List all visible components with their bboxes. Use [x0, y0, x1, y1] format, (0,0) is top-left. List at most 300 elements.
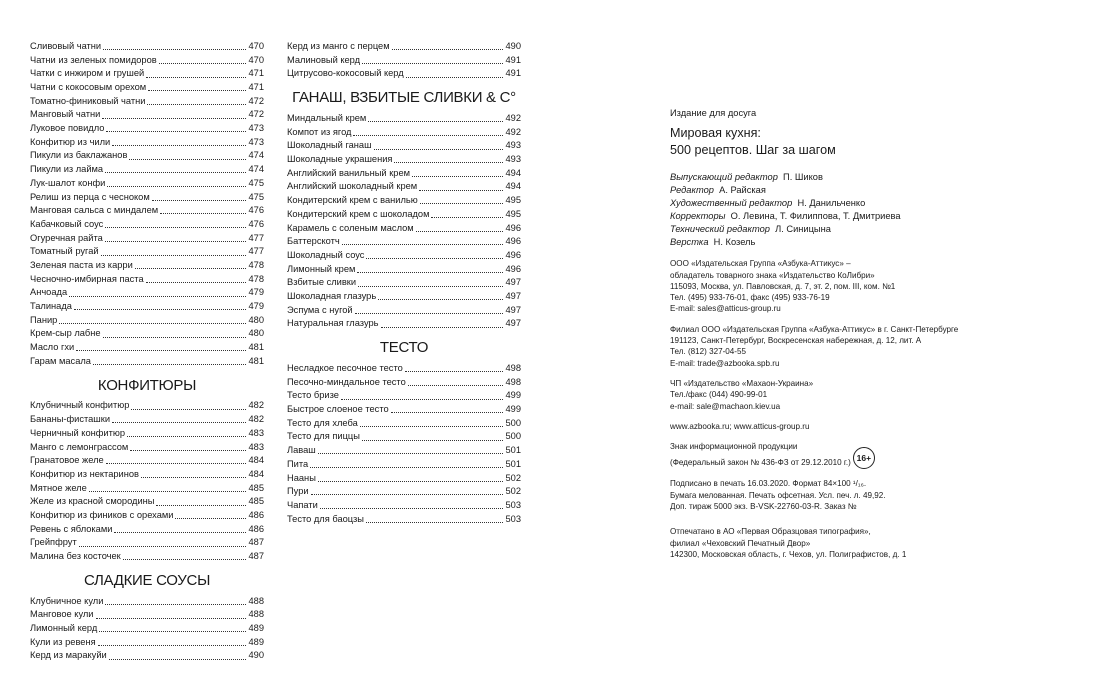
toc-entry: [30, 482, 264, 496]
toc-entry-title: Гранатовое желе: [30, 455, 104, 466]
toc-entry: [287, 126, 521, 140]
toc-entry-page: 501: [505, 445, 521, 456]
dot-leader: [105, 604, 246, 605]
dot-leader: [130, 450, 246, 451]
toc-entry: [30, 150, 264, 164]
toc-entry-page: 486: [248, 523, 264, 534]
toc-entry-page: 496: [505, 222, 521, 233]
dot-leader: [76, 350, 246, 351]
credit-name: О. Левина, Т. Филиппова, Т. Дмитриева: [730, 211, 901, 222]
dot-leader: [152, 200, 247, 201]
toc-entry-title: Луковое повидло: [30, 123, 105, 134]
imprint-line: E-mail: trade@azbooka.spb.ru: [670, 358, 780, 368]
toc-list: [287, 40, 521, 81]
toc-entry-page: 480: [248, 314, 264, 325]
toc-entry-page: 495: [505, 208, 521, 219]
toc-entry-title: Чатни из зеленых помидоров: [30, 54, 157, 65]
toc-entry-title: Керд из маракуйи: [30, 650, 107, 661]
toc-entry: [30, 523, 264, 537]
toc-entry-title: Несладкое песочное тесто: [287, 363, 403, 374]
toc-entry: [287, 485, 521, 499]
toc-entry: [30, 622, 264, 636]
toc-entry-title: Конфитюр из фиников с орехами: [30, 509, 174, 520]
dot-leader: [135, 268, 247, 269]
toc-column-left: [30, 40, 264, 663]
toc-entry-page: 501: [505, 458, 521, 469]
toc-entry: [30, 232, 264, 246]
dot-leader: [342, 244, 504, 245]
law-reference: (Федеральный закон № 436-ФЗ от 29.12.2010 г.): [670, 458, 851, 468]
dot-leader: [69, 296, 246, 297]
credit-role: Выпускающий редактор: [670, 172, 778, 183]
toc-entry: [287, 112, 521, 126]
dot-leader: [112, 145, 246, 146]
toc-entry: [287, 67, 521, 81]
dot-leader: [310, 467, 503, 468]
toc-entry-title: Тесто для пиццы: [287, 431, 360, 442]
dot-leader: [366, 522, 504, 523]
toc-entry: [30, 136, 264, 150]
toc-entry: [30, 314, 264, 328]
toc-entry: [287, 181, 521, 195]
section-heading-sladkie-sousy: СЛАДКИЕ СОУСЫ: [83, 571, 211, 589]
dot-leader: [366, 258, 503, 259]
toc-entry-page: 494: [505, 181, 521, 192]
toc-entry: [30, 204, 264, 218]
toc-entry: [30, 54, 264, 68]
toc-list: [287, 112, 521, 331]
toc-list: [30, 595, 264, 663]
imprint-line: E-mail: sales@atticus-group.ru: [670, 304, 781, 314]
toc-entry-page: 472: [248, 109, 264, 120]
toc-entry-page: 499: [505, 404, 521, 415]
publisher-block-spb: [670, 324, 1080, 369]
section-heading-testo: ТЕСТО: [379, 339, 429, 357]
toc-entry-page: 490: [505, 40, 521, 51]
publisher-block-ukraine: [670, 378, 1080, 412]
toc-entry: [30, 427, 264, 441]
dot-leader: [391, 412, 504, 413]
toc-entry: [287, 362, 521, 376]
toc-entry-page: 481: [248, 355, 264, 366]
toc-entry: [287, 513, 521, 527]
toc-entry-title: Томатный ругай: [30, 246, 99, 257]
imprint-block: [670, 108, 1080, 560]
dot-leader: [311, 494, 504, 495]
toc-entry-title: Английский шоколадный крем: [287, 181, 418, 192]
dot-leader: [74, 309, 247, 310]
toc-entry-title: Шоколадная глазурь: [287, 290, 377, 301]
toc-entry-page: 497: [505, 277, 521, 288]
credit-role: Корректоры: [670, 211, 726, 222]
toc-entry-page: 473: [248, 136, 264, 147]
toc-entry-title: Мятное желе: [30, 482, 87, 493]
toc-entry-page: 489: [248, 623, 264, 634]
dot-leader: [127, 436, 246, 437]
toc-entry-title: Манговое кули: [30, 609, 94, 620]
credit-name: Л. Синицына: [775, 224, 831, 235]
dot-leader: [148, 90, 246, 91]
toc-entry-page: 488: [248, 595, 264, 606]
book-title-line-2: 500 рецептов. Шаг за шагом: [670, 143, 836, 158]
toc-column-middle: [287, 40, 521, 526]
toc-entry: [287, 139, 521, 153]
toc-entry-title: Крем-сыр лабне: [30, 328, 101, 339]
dot-leader: [147, 104, 246, 105]
dot-leader: [353, 135, 503, 136]
toc-entry: [30, 40, 264, 54]
print-details: [670, 478, 1080, 512]
toc-entry-page: 472: [248, 95, 264, 106]
dot-leader: [105, 241, 247, 242]
dot-leader: [405, 371, 504, 372]
toc-entry: [287, 444, 521, 458]
toc-list: [30, 400, 264, 564]
toc-entry-title: Малина без косточек: [30, 551, 121, 562]
toc-entry: [30, 81, 264, 95]
credit-line: [670, 223, 1080, 236]
toc-entry: [287, 431, 521, 445]
toc-entry: [287, 194, 521, 208]
credit-line: [670, 171, 1080, 184]
dot-leader: [408, 385, 504, 386]
dot-leader: [381, 327, 504, 328]
dot-leader: [123, 559, 247, 560]
toc-entry: [287, 40, 521, 54]
credit-name: А. Райская: [719, 185, 766, 196]
toc-list: [287, 362, 521, 526]
credit-line: [670, 236, 1080, 249]
toc-entry-page: 471: [248, 68, 264, 79]
credit-name: П. Шиков: [783, 172, 823, 183]
toc-entry-page: 492: [505, 113, 521, 124]
toc-entry: [287, 472, 521, 486]
toc-entry: [30, 259, 264, 273]
toc-entry-title: Клубничный конфитюр: [30, 400, 130, 411]
dot-leader: [96, 618, 247, 619]
toc-entry-title: Малиновый керд: [287, 54, 361, 65]
dot-leader: [156, 505, 246, 506]
toc-entry-title: Карамель с соленым маслом: [287, 222, 414, 233]
dot-leader: [392, 49, 504, 50]
dot-leader: [318, 481, 504, 482]
dot-leader: [129, 159, 246, 160]
dot-leader: [99, 631, 246, 632]
toc-entry-page: 481: [248, 342, 264, 353]
toc-entry-title: Талинада: [30, 301, 72, 312]
toc-entry-page: 495: [505, 195, 521, 206]
toc-entry-title: Английский ванильный крем: [287, 167, 411, 178]
dot-leader: [59, 323, 246, 324]
dot-leader: [355, 313, 504, 314]
toc-entry-page: 477: [248, 232, 264, 243]
imprint-line: Отпечатано в АО «Первая Образцовая типография»,: [670, 527, 871, 537]
toc-entry-page: 493: [505, 154, 521, 165]
toc-entry-title: Шоколадные украшения: [287, 154, 393, 165]
printing-house: [670, 526, 1080, 560]
toc-entry-page: 487: [248, 551, 264, 562]
dot-leader: [106, 463, 247, 464]
toc-entry: [30, 636, 264, 650]
toc-entry-page: 497: [505, 304, 521, 315]
toc-entry: [30, 400, 264, 414]
toc-entry-title: Тесто бризе: [287, 390, 339, 401]
toc-entry-page: 482: [248, 400, 264, 411]
section-heading-ganash: ГАНАШ, ВЗБИТЫЕ СЛИВКИ & С°: [292, 89, 516, 107]
publisher-block-moscow: [670, 258, 1080, 314]
age-rating-badge: 16+: [853, 447, 875, 469]
toc-entry-title: Чатни с кокосовым орехом: [30, 82, 147, 93]
imprint-line: Тел. (495) 933-76-01, факс (495) 933-76-19: [670, 293, 830, 303]
toc-entry-title: Масло гхи: [30, 342, 75, 353]
dot-leader: [103, 337, 247, 338]
toc-entry: [287, 376, 521, 390]
toc-entry-page: 489: [248, 636, 264, 647]
dot-leader: [394, 162, 503, 163]
toc-entry-title: Баттерскотч: [287, 236, 340, 247]
toc-list: [30, 40, 264, 369]
dot-leader: [146, 282, 247, 283]
book-title-line-1: Мировая кухня:: [670, 126, 761, 141]
toc-entry: [30, 413, 264, 427]
toc-entry-page: 494: [505, 167, 521, 178]
toc-entry-title: Конфитюр из нектаринов: [30, 468, 139, 479]
dot-leader: [146, 77, 246, 78]
section-heading-konfityury: КОНФИТЮРЫ: [97, 376, 197, 394]
toc-entry-page: 500: [505, 417, 521, 428]
credits-list: [670, 171, 1080, 249]
toc-entry: [287, 499, 521, 513]
dot-leader: [412, 176, 503, 177]
toc-entry-page: 497: [505, 290, 521, 301]
imprint-line: Тел./факс (044) 490-99-01: [670, 390, 768, 400]
toc-entry-title: Компот из ягод: [287, 126, 352, 137]
toc-entry: [30, 245, 264, 259]
dot-leader: [105, 227, 246, 228]
toc-entry-title: Томатно-финиковый чатни: [30, 95, 146, 106]
imprint-line: 142300, Московская область, г. Чехов, ул. Полиграфистов, д. 1: [670, 549, 907, 559]
toc-entry: [30, 650, 264, 664]
toc-entry: [287, 403, 521, 417]
toc-entry-title: Огуречная райта: [30, 232, 103, 243]
toc-entry: [30, 218, 264, 232]
toc-entry: [30, 454, 264, 468]
toc-entry: [287, 417, 521, 431]
toc-entry-title: Манго с лемонграссом: [30, 441, 129, 452]
toc-entry-title: Тесто для баоцзы: [287, 513, 364, 524]
toc-entry: [287, 304, 521, 318]
toc-entry-title: Пита: [287, 458, 309, 469]
toc-entry-title: Кондитерский крем с ванилью: [287, 195, 418, 206]
toc-entry: [30, 163, 264, 177]
toc-entry-page: 483: [248, 427, 264, 438]
toc-entry-page: 487: [248, 537, 264, 548]
imprint-line: Доп. тираж 5000 экз. B-VSK-22760-03-R. Заказ №: [670, 502, 857, 512]
toc-entry: [30, 191, 264, 205]
toc-entry: [287, 317, 521, 331]
toc-entry: [30, 595, 264, 609]
toc-entry: [287, 235, 521, 249]
dot-leader: [93, 364, 247, 365]
dot-leader: [320, 508, 504, 509]
credit-name: Н. Козель: [713, 237, 756, 248]
toc-entry: [287, 167, 521, 181]
toc-entry-title: Шоколадный соус: [287, 249, 365, 260]
toc-entry-page: 476: [248, 218, 264, 229]
dot-leader: [358, 286, 503, 287]
toc-entry-page: 498: [505, 376, 521, 387]
toc-entry-page: 479: [248, 301, 264, 312]
toc-entry: [287, 54, 521, 68]
dot-leader: [109, 659, 247, 660]
imprint-line: обладатель товарного знака «Издательство КоЛибри»: [670, 270, 875, 280]
toc-entry-page: 479: [248, 287, 264, 298]
toc-entry: [30, 355, 264, 369]
imprint-line: ЧП «Издательство «Махаон-Украина»: [670, 378, 814, 388]
dot-leader: [89, 491, 247, 492]
dot-leader: [362, 63, 503, 64]
toc-entry-title: Ревень с яблоками: [30, 523, 113, 534]
toc-entry-title: Песочно-миндальное тесто: [287, 376, 406, 387]
toc-entry-title: Бананы-фисташки: [30, 414, 111, 425]
toc-entry: [30, 341, 264, 355]
toc-entry-title: Пикули из лайма: [30, 164, 104, 175]
toc-entry-page: 503: [505, 499, 521, 510]
toc-entry-title: Чатки с инжиром и грушей: [30, 68, 145, 79]
toc-entry-page: 484: [248, 468, 264, 479]
credit-role: Художественный редактор: [670, 198, 793, 209]
toc-entry-page: 483: [248, 441, 264, 452]
toc-entry-title: Цитрусово-кокосовый керд: [287, 68, 404, 79]
info-product-sign: [670, 441, 1080, 474]
dot-leader: [112, 422, 246, 423]
credit-name: Н. Данильченко: [797, 198, 866, 209]
imprint-line: филиал «Чеховский Печатный Двор»: [670, 538, 811, 548]
toc-entry: [287, 389, 521, 403]
toc-entry-title: Манговая сальса с миндалем: [30, 205, 159, 216]
toc-entry-title: Анчоада: [30, 287, 68, 298]
toc-entry: [287, 458, 521, 472]
toc-entry-page: 484: [248, 455, 264, 466]
toc-entry-page: 499: [505, 390, 521, 401]
toc-entry-page: 474: [248, 164, 264, 175]
toc-entry-title: Быстрое слоеное тесто: [287, 404, 389, 415]
toc-entry-page: 496: [505, 263, 521, 274]
toc-entry-page: 486: [248, 509, 264, 520]
dot-leader: [105, 172, 246, 173]
toc-entry: [287, 263, 521, 277]
toc-entry-title: Взбитые сливки: [287, 277, 357, 288]
toc-entry: [30, 468, 264, 482]
toc-entry-title: Лаваш: [287, 445, 316, 456]
toc-entry-page: 488: [248, 609, 264, 620]
dot-leader: [98, 645, 247, 646]
toc-entry-page: 491: [505, 54, 521, 65]
dot-leader: [79, 546, 247, 547]
toc-entry-page: 490: [248, 650, 264, 661]
dot-leader: [416, 231, 504, 232]
toc-entry-page: 470: [248, 54, 264, 65]
edition-label: Издание для досуга: [670, 108, 757, 118]
toc-entry-page: 493: [505, 140, 521, 151]
imprint-line: Филиал ООО «Издательская Группа «Азбука-Аттикус» в г. Санкт-Петербурге: [670, 324, 959, 334]
dot-leader: [159, 63, 247, 64]
toc-entry: [287, 249, 521, 263]
toc-entry: [30, 300, 264, 314]
toc-entry: [287, 222, 521, 236]
toc-entry-title: Клубничное кули: [30, 595, 104, 606]
toc-entry-page: 500: [505, 431, 521, 442]
toc-entry: [287, 208, 521, 222]
dot-leader: [378, 299, 503, 300]
toc-entry-page: 476: [248, 205, 264, 216]
toc-entry-page: 474: [248, 150, 264, 161]
toc-entry-page: 478: [248, 273, 264, 284]
toc-entry-title: Кабачковый соус: [30, 218, 104, 229]
dot-leader: [175, 518, 246, 519]
toc-entry-page: 485: [248, 496, 264, 507]
toc-entry: [30, 122, 264, 136]
toc-entry-title: Чесночно-имбирная паста: [30, 273, 144, 284]
toc-entry: [30, 327, 264, 341]
dot-leader: [318, 453, 504, 454]
dot-leader: [357, 272, 503, 273]
credit-role: Верстка: [670, 237, 709, 248]
toc-entry: [287, 276, 521, 290]
book-title: [670, 125, 1080, 159]
toc-entry-title: Чапати: [287, 499, 318, 510]
dot-leader: [368, 121, 503, 122]
toc-entry-page: 485: [248, 482, 264, 493]
dot-leader: [103, 49, 246, 50]
websites: www.azbooka.ru; www.atticus-group.ru: [670, 421, 810, 431]
toc-entry-title: Грейпфрут: [30, 537, 77, 548]
toc-entry: [30, 509, 264, 523]
toc-entry-title: Нааны: [287, 472, 316, 483]
toc-entry-page: 492: [505, 126, 521, 137]
toc-entry-page: 471: [248, 82, 264, 93]
dot-leader: [160, 213, 246, 214]
toc-entry-title: Кули из ревеня: [30, 636, 96, 647]
toc-entry: [30, 495, 264, 509]
dot-leader: [101, 255, 247, 256]
imprint-line: Подписано в печать 16.03.2020. Формат 84×100 ¹/₁₆.: [670, 479, 867, 489]
toc-entry-title: Тесто для хлеба: [287, 417, 358, 428]
toc-entry-title: Гарам масала: [30, 355, 91, 366]
toc-entry-page: 503: [505, 513, 521, 524]
toc-entry-title: Сливовый чатни: [30, 40, 102, 51]
dot-leader: [341, 399, 504, 400]
dot-leader: [374, 149, 504, 150]
dot-leader: [114, 532, 246, 533]
toc-entry: [30, 108, 264, 122]
toc-entry-title: Лимонный керд: [30, 623, 98, 634]
toc-entry: [30, 536, 264, 550]
toc-entry-page: 478: [248, 259, 264, 270]
toc-entry-title: Желе из красной смородины: [30, 496, 155, 507]
toc-entry-page: 497: [505, 318, 521, 329]
dot-leader: [362, 440, 504, 441]
dot-leader: [141, 477, 246, 478]
toc-entry: [30, 67, 264, 81]
imprint-line: 191123, Санкт-Петербург, Воскресенская набережная, д. 12, лит. А: [670, 336, 922, 346]
toc-entry: [287, 290, 521, 304]
toc-entry-page: 496: [505, 236, 521, 247]
credit-line: [670, 197, 1080, 210]
credit-role: Технический редактор: [670, 224, 770, 235]
toc-entry-title: Пикули из баклажанов: [30, 150, 128, 161]
imprint-line: e-mail: sale@machaon.kiev.ua: [670, 401, 781, 411]
